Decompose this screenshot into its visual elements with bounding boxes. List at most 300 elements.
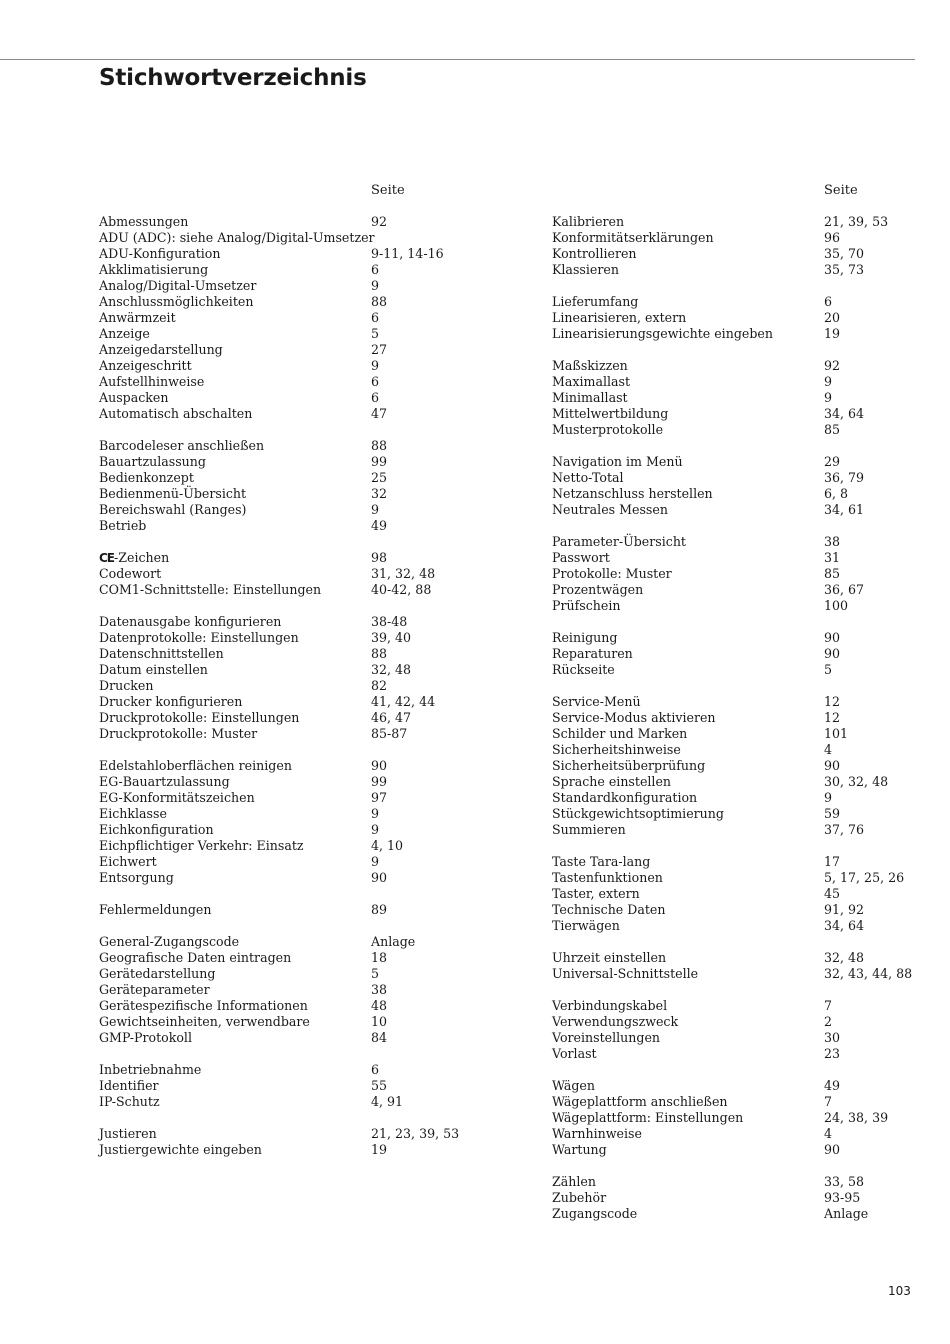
index-term-text: Abmessungen bbox=[99, 214, 189, 229]
index-term bbox=[99, 214, 188, 230]
index-page-ref: 90 bbox=[371, 870, 388, 885]
index-page-ref: 25 bbox=[371, 470, 388, 485]
page-number: 103 bbox=[888, 1284, 911, 1298]
index-page-ref: 5, 17, 25, 26 bbox=[824, 870, 905, 885]
index-term-text: Anzeigeschritt bbox=[99, 358, 192, 373]
index-term-text: Zugangscode bbox=[552, 1206, 638, 1221]
index-term bbox=[552, 214, 624, 230]
index-term-text: EG-Bauartzulassung bbox=[99, 774, 230, 789]
index-page-ref: 32 bbox=[371, 486, 388, 501]
index-term-text: Wägeplattform anschließen bbox=[552, 1094, 728, 1109]
index-page-ref: 41, 42, 44 bbox=[371, 694, 436, 709]
index-term-text: Stückgewichtsoptimierung bbox=[552, 806, 724, 821]
index-term bbox=[552, 294, 638, 310]
index-page-ref: 88 bbox=[371, 646, 388, 661]
page-column-label: Seite bbox=[824, 183, 858, 198]
index-term bbox=[552, 726, 687, 742]
index-term-text: Wägen bbox=[552, 1078, 595, 1093]
index-term-text: Universal-Schnittstelle bbox=[552, 966, 699, 981]
index-term-text: Netto-Total bbox=[552, 470, 624, 485]
index-page-ref: 6 bbox=[824, 294, 833, 309]
index-page-ref: 98 bbox=[371, 550, 388, 565]
index-page-ref: 35, 70 bbox=[824, 246, 865, 261]
index-page-ref: 49 bbox=[371, 518, 388, 533]
index-term bbox=[552, 646, 633, 662]
index-term bbox=[99, 806, 167, 822]
index-term-text: ADU-Konfiguration bbox=[99, 246, 221, 261]
index-page-ref: 27 bbox=[371, 342, 388, 357]
index-page-ref: 90 bbox=[824, 758, 841, 773]
index-page-ref: 9-11, 14-16 bbox=[371, 246, 444, 261]
index-page-ref: 38 bbox=[824, 534, 841, 549]
index-page-ref: 47 bbox=[371, 406, 388, 421]
index-term-text: Konformitätserklärungen bbox=[552, 230, 714, 245]
index-term bbox=[99, 726, 257, 742]
index-page-ref: 38 bbox=[371, 982, 388, 997]
index-page-ref: 91, 92 bbox=[824, 902, 865, 917]
index-term-text: Tierwägen bbox=[552, 918, 620, 933]
index-term-text: Gewichtseinheiten, verwendbare bbox=[99, 1014, 310, 1029]
index-term-text: Eichwert bbox=[99, 854, 157, 869]
index-term bbox=[99, 326, 150, 342]
index-term-text: Eichklasse bbox=[99, 806, 167, 821]
index-term bbox=[99, 758, 292, 774]
index-term bbox=[99, 614, 281, 630]
index-term-text: Bauartzulassung bbox=[99, 454, 206, 469]
index-term-text: Standardkonfiguration bbox=[552, 790, 698, 805]
index-term bbox=[552, 246, 637, 262]
index-term bbox=[552, 758, 705, 774]
index-term bbox=[99, 454, 206, 470]
index-term-text: Gerätespezifische Informationen bbox=[99, 998, 308, 1013]
index-term bbox=[552, 806, 724, 822]
index-term-text: Parameter-Übersicht bbox=[552, 534, 686, 549]
index-page-ref: Anlage bbox=[371, 934, 416, 949]
index-term-text: Sprache einstellen bbox=[552, 774, 672, 789]
index-term bbox=[99, 406, 252, 422]
index-page-ref: 9 bbox=[371, 822, 380, 837]
index-term-text: Drucken bbox=[99, 678, 154, 693]
index-term bbox=[552, 950, 666, 966]
index-term-text: Verbindungskabel bbox=[552, 998, 668, 1013]
index-term-text: Kontrollieren bbox=[552, 246, 637, 261]
index-term-text: Netzanschluss herstellen bbox=[552, 486, 713, 501]
index-term-text: EG-Konformitätszeichen bbox=[99, 790, 255, 805]
index-term bbox=[552, 822, 626, 838]
index-term bbox=[552, 630, 617, 646]
index-page-ref: 4, 10 bbox=[371, 838, 404, 853]
index-term-text: Schilder und Marken bbox=[552, 726, 688, 741]
index-term bbox=[99, 550, 169, 566]
index-page-ref: 90 bbox=[371, 758, 388, 773]
index-page-ref: 38-48 bbox=[371, 614, 408, 629]
index-page-ref: 6 bbox=[371, 310, 380, 325]
index-page-ref: 35, 73 bbox=[824, 262, 865, 277]
index-term-text: Navigation im Menü bbox=[552, 454, 683, 469]
index-page-ref: 34, 61 bbox=[824, 502, 865, 517]
index-page-ref: 9 bbox=[371, 278, 380, 293]
index-term-text: Anschlussmöglichkeiten bbox=[99, 294, 254, 309]
index-term bbox=[99, 390, 169, 406]
index-term bbox=[99, 1126, 157, 1142]
index-term bbox=[99, 838, 304, 854]
ce-mark-icon: CE bbox=[99, 551, 115, 565]
index-page-ref: 89 bbox=[371, 902, 388, 917]
index-term-text: Geografische Daten eintragen bbox=[99, 950, 292, 965]
index-page-ref: 96 bbox=[824, 230, 841, 245]
index-term bbox=[99, 646, 224, 662]
index-term-text: Gerätedarstellung bbox=[99, 966, 216, 981]
page-title: Stichwortverzeichnis bbox=[99, 65, 367, 91]
index-page-ref: 9 bbox=[824, 374, 833, 389]
index-term bbox=[99, 1094, 160, 1110]
index-page-ref: 19 bbox=[824, 326, 841, 341]
index-term bbox=[552, 406, 668, 422]
index-page-ref: 4 bbox=[824, 742, 833, 757]
index-page-ref: 6 bbox=[371, 374, 380, 389]
index-term bbox=[99, 294, 253, 310]
index-page-ref: 97 bbox=[371, 790, 388, 805]
index-term-text: Vorlast bbox=[552, 1046, 597, 1061]
index-term-text: Auspacken bbox=[99, 390, 169, 405]
index-page-ref: 5 bbox=[824, 662, 833, 677]
index-page-ref: 90 bbox=[824, 630, 841, 645]
index-term-text: Service-Menü bbox=[552, 694, 641, 709]
index-term-text: General-Zugangscode bbox=[99, 934, 240, 949]
index-term bbox=[552, 902, 666, 918]
index-term bbox=[552, 486, 713, 502]
index-page-ref: 6 bbox=[371, 262, 380, 277]
index-term-text: Fehlermeldungen bbox=[99, 902, 212, 917]
index-page-ref: 33, 58 bbox=[824, 1174, 865, 1189]
index-page-ref: 59 bbox=[824, 806, 841, 821]
index-page-ref: 9 bbox=[371, 806, 380, 821]
index-term bbox=[552, 1014, 678, 1030]
index-term bbox=[552, 598, 621, 614]
index-page-ref: 99 bbox=[371, 454, 388, 469]
index-term bbox=[99, 854, 157, 870]
index-term-text: Technische Daten bbox=[552, 902, 666, 917]
index-term-text: Eichkonfiguration bbox=[99, 822, 214, 837]
index-page-ref: 9 bbox=[371, 854, 380, 869]
index-page-ref: 31 bbox=[824, 550, 841, 565]
index-page-ref: 21, 23, 39, 53 bbox=[371, 1126, 460, 1141]
index-page-ref: 6 bbox=[371, 390, 380, 405]
index-term-text: Verwendungszweck bbox=[552, 1014, 679, 1029]
index-term bbox=[99, 230, 375, 246]
index-term bbox=[552, 358, 628, 374]
index-term-text: Druckprotokolle: Einstellungen bbox=[99, 710, 300, 725]
index-page-ref: 34, 64 bbox=[824, 406, 865, 421]
index-term bbox=[99, 518, 146, 534]
index-page-ref: 9 bbox=[824, 790, 833, 805]
index-term-text: Automatisch abschalten bbox=[99, 406, 253, 421]
index-term bbox=[99, 310, 176, 326]
index-term-text: Betrieb bbox=[99, 518, 147, 533]
index-term-text: Eichpflichtiger Verkehr: Einsatz bbox=[99, 838, 304, 853]
index-term-text: Sicherheitshinweise bbox=[552, 742, 681, 757]
index-page-ref: Anlage bbox=[824, 1206, 869, 1221]
index-page-ref: 32, 48 bbox=[824, 950, 865, 965]
index-term bbox=[99, 1014, 310, 1030]
index-term bbox=[99, 998, 308, 1014]
index-page-ref: 30, 32, 48 bbox=[824, 774, 889, 789]
index-term-text: ADU (ADC): siehe Analog/Digital-Umsetzer bbox=[99, 230, 375, 245]
index-page-ref: 19 bbox=[371, 1142, 388, 1157]
index-page-ref: 32, 43, 44, 88 bbox=[824, 966, 913, 981]
index-term-text: Maßskizzen bbox=[552, 358, 628, 373]
index-term-text: Geräteparameter bbox=[99, 982, 210, 997]
index-term-text: Summieren bbox=[552, 822, 626, 837]
index-term bbox=[552, 790, 697, 806]
index-page-ref: 21, 39, 53 bbox=[824, 214, 889, 229]
page-column-label: Seite bbox=[371, 183, 405, 198]
index-term-text: Linearisieren, extern bbox=[552, 310, 687, 325]
index-page-ref: 93-95 bbox=[824, 1190, 861, 1205]
index-term bbox=[552, 262, 619, 278]
index-term-text: Protokolle: Muster bbox=[552, 566, 672, 581]
index-term bbox=[99, 934, 239, 950]
index-term bbox=[552, 1142, 607, 1158]
index-page-ref: 29 bbox=[824, 454, 841, 469]
index-term-text: Linearisierungsgewichte eingeben bbox=[552, 326, 773, 341]
index-page-ref: 90 bbox=[824, 646, 841, 661]
index-term-text: Anwärmzeit bbox=[99, 310, 176, 325]
index-term bbox=[99, 278, 256, 294]
index-term bbox=[99, 694, 242, 710]
index-term bbox=[552, 582, 643, 598]
index-term bbox=[552, 454, 683, 470]
index-page-ref: 17 bbox=[824, 854, 841, 869]
index-page-ref: 32, 48 bbox=[371, 662, 412, 677]
index-term-text: Reinigung bbox=[552, 630, 618, 645]
index-term bbox=[99, 950, 291, 966]
index-term bbox=[99, 710, 299, 726]
index-page-ref: 99 bbox=[371, 774, 388, 789]
index-term bbox=[99, 662, 208, 678]
index-term bbox=[99, 342, 223, 358]
index-term bbox=[99, 966, 215, 982]
index-page-ref: 18 bbox=[371, 950, 388, 965]
index-term bbox=[552, 1190, 606, 1206]
index-term bbox=[99, 1062, 201, 1078]
index-term-text: Aufstellhinweise bbox=[99, 374, 205, 389]
index-page-ref: 45 bbox=[824, 886, 841, 901]
index-page-ref: 9 bbox=[824, 390, 833, 405]
index-term bbox=[552, 1078, 595, 1094]
index-term-text: IP-Schutz bbox=[99, 1094, 160, 1109]
index-term bbox=[99, 1078, 159, 1094]
index-term-text: Edelstahloberflächen reinigen bbox=[99, 758, 292, 773]
index-term bbox=[552, 534, 686, 550]
index-term bbox=[99, 790, 255, 806]
index-page-ref: 31, 32, 48 bbox=[371, 566, 436, 581]
index-term bbox=[552, 230, 714, 246]
index-term bbox=[552, 870, 663, 886]
index-term-text: Minimallast bbox=[552, 390, 628, 405]
index-term bbox=[99, 774, 230, 790]
index-page-ref: 23 bbox=[824, 1046, 841, 1061]
index-term-text: Zählen bbox=[552, 1174, 596, 1189]
index-term-text: Klassieren bbox=[552, 262, 619, 277]
index-term bbox=[99, 1030, 192, 1046]
index-term bbox=[552, 742, 681, 758]
index-term bbox=[552, 374, 630, 390]
index-term bbox=[99, 902, 211, 918]
index-term-text: Prüfschein bbox=[552, 598, 621, 613]
index-term-text: Datum einstellen bbox=[99, 662, 208, 677]
index-term bbox=[99, 438, 264, 454]
index-page-ref: 34, 64 bbox=[824, 918, 865, 933]
index-term-text: GMP-Protokoll bbox=[99, 1030, 192, 1045]
index-term-text: Bedienmenü-Übersicht bbox=[99, 486, 247, 501]
index-term-text: Wartung bbox=[552, 1142, 607, 1157]
index-term bbox=[552, 470, 624, 486]
index-page-ref: 4 bbox=[824, 1126, 833, 1141]
index-term-text: Maximallast bbox=[552, 374, 631, 389]
index-term-text: Reparaturen bbox=[552, 646, 633, 661]
index-page-ref: 10 bbox=[371, 1014, 388, 1029]
index-page-ref: 84 bbox=[371, 1030, 388, 1045]
index-page-ref: 24, 38, 39 bbox=[824, 1110, 889, 1125]
index-term bbox=[99, 982, 210, 998]
index-term bbox=[552, 1110, 743, 1126]
index-term-text: COM1-Schnittstelle: Einstellungen bbox=[99, 582, 322, 597]
index-term bbox=[552, 566, 672, 582]
index-term bbox=[552, 1126, 642, 1142]
index-page-ref: 37, 76 bbox=[824, 822, 865, 837]
index-page-ref: 101 bbox=[824, 726, 849, 741]
index-term bbox=[99, 822, 214, 838]
index-page-ref: 55 bbox=[371, 1078, 388, 1093]
index-page-ref: 6, 8 bbox=[824, 486, 849, 501]
index-term bbox=[552, 310, 686, 326]
index-term-text: Justiergewichte eingeben bbox=[99, 1142, 262, 1157]
index-page-ref: 85 bbox=[824, 422, 841, 437]
index-term-text: Drucker konfigurieren bbox=[99, 694, 243, 709]
index-term-text: Druckprotokolle: Muster bbox=[99, 726, 258, 741]
index-page-ref: 39, 40 bbox=[371, 630, 412, 645]
index-term-text: Analog/Digital-Umsetzer bbox=[99, 278, 257, 293]
index-page-ref: 7 bbox=[824, 1094, 833, 1109]
index-term bbox=[99, 678, 153, 694]
index-term bbox=[552, 966, 698, 982]
index-page-ref: 6 bbox=[371, 1062, 380, 1077]
index-page-ref: 88 bbox=[371, 294, 388, 309]
index-term-text: Uhrzeit einstellen bbox=[552, 950, 667, 965]
index-page-ref: 48 bbox=[371, 998, 388, 1013]
index-term-text: Passwort bbox=[552, 550, 610, 565]
index-page-ref: 85-87 bbox=[371, 726, 408, 741]
index-page-ref: 20 bbox=[824, 310, 841, 325]
index-term-text: Inbetriebnahme bbox=[99, 1062, 202, 1077]
index-term bbox=[552, 1174, 596, 1190]
index-term-text: Entsorgung bbox=[99, 870, 174, 885]
index-term-text: -Zeichen bbox=[114, 550, 170, 565]
index-page-ref: 5 bbox=[371, 326, 380, 341]
index-term bbox=[99, 470, 194, 486]
index-term-text: Taster, extern bbox=[552, 886, 640, 901]
index-term-text: Justieren bbox=[99, 1126, 157, 1141]
index-term bbox=[552, 774, 671, 790]
index-page-ref: 4, 91 bbox=[371, 1094, 404, 1109]
index-term bbox=[552, 1030, 660, 1046]
index-term-text: Sicherheitsüberprüfung bbox=[552, 758, 706, 773]
index-page-ref: 92 bbox=[824, 358, 841, 373]
index-term bbox=[99, 566, 161, 582]
index-term bbox=[552, 502, 668, 518]
index-term-text: Anzeige bbox=[99, 326, 150, 341]
index-page-ref: 85 bbox=[824, 566, 841, 581]
index-term bbox=[99, 262, 208, 278]
index-term bbox=[552, 1206, 637, 1222]
index-term bbox=[552, 710, 716, 726]
index-term-text: Datenschnittstellen bbox=[99, 646, 224, 661]
index-term-text: Warnhinweise bbox=[552, 1126, 642, 1141]
index-term bbox=[99, 486, 246, 502]
index-term bbox=[552, 1046, 597, 1062]
index-page-ref: 46, 47 bbox=[371, 710, 412, 725]
index-term-text: Tastenfunktionen bbox=[552, 870, 663, 885]
index-term-text: Wägeplattform: Einstellungen bbox=[552, 1110, 744, 1125]
index-term-text: Anzeigedarstellung bbox=[99, 342, 223, 357]
index-term bbox=[552, 390, 628, 406]
index-term-text: Bedienkonzept bbox=[99, 470, 194, 485]
index-term bbox=[552, 918, 620, 934]
index-page-ref: 5 bbox=[371, 966, 380, 981]
index-term-text: Mittelwertbildung bbox=[552, 406, 669, 421]
index-page-ref: 92 bbox=[371, 214, 388, 229]
index-term-text: Datenprotokolle: Einstellungen bbox=[99, 630, 299, 645]
index-page-ref: 36, 79 bbox=[824, 470, 865, 485]
index-page-ref: 49 bbox=[824, 1078, 841, 1093]
index-term-text: Voreinstellungen bbox=[552, 1030, 661, 1045]
index-term-text: Service-Modus aktivieren bbox=[552, 710, 716, 725]
index-term bbox=[552, 326, 773, 342]
index-page-ref: 36, 67 bbox=[824, 582, 865, 597]
index-term-text: Prozentwägen bbox=[552, 582, 644, 597]
index-page-ref: 7 bbox=[824, 998, 833, 1013]
index-term-text: Datenausgabe konfigurieren bbox=[99, 614, 282, 629]
index-term bbox=[552, 854, 650, 870]
index-page-ref: 30 bbox=[824, 1030, 841, 1045]
index-term bbox=[552, 694, 641, 710]
index-term bbox=[99, 630, 299, 646]
index-page-ref: 90 bbox=[824, 1142, 841, 1157]
index-page-ref: 12 bbox=[824, 694, 841, 709]
index-page-ref: 100 bbox=[824, 598, 849, 613]
index-term-text: Lieferumfang bbox=[552, 294, 639, 309]
index-term bbox=[99, 374, 204, 390]
index-term bbox=[552, 886, 640, 902]
index-term bbox=[99, 1142, 262, 1158]
index-term-text: Codewort bbox=[99, 566, 162, 581]
index-term bbox=[99, 870, 174, 886]
index-term bbox=[552, 998, 667, 1014]
index-page-ref: 2 bbox=[824, 1014, 833, 1029]
index-term bbox=[552, 1094, 728, 1110]
index-term-text: Identifier bbox=[99, 1078, 159, 1093]
index-term-text: Akklimatisierung bbox=[99, 262, 209, 277]
index-term bbox=[99, 582, 321, 598]
index-term bbox=[99, 502, 246, 518]
index-term-text: Taste Tara-lang bbox=[552, 854, 651, 869]
index-page-ref: 88 bbox=[371, 438, 388, 453]
index-page-ref: 9 bbox=[371, 358, 380, 373]
index-term bbox=[552, 662, 615, 678]
index-term-text: Musterprotokolle bbox=[552, 422, 664, 437]
index-page-ref: 9 bbox=[371, 502, 380, 517]
